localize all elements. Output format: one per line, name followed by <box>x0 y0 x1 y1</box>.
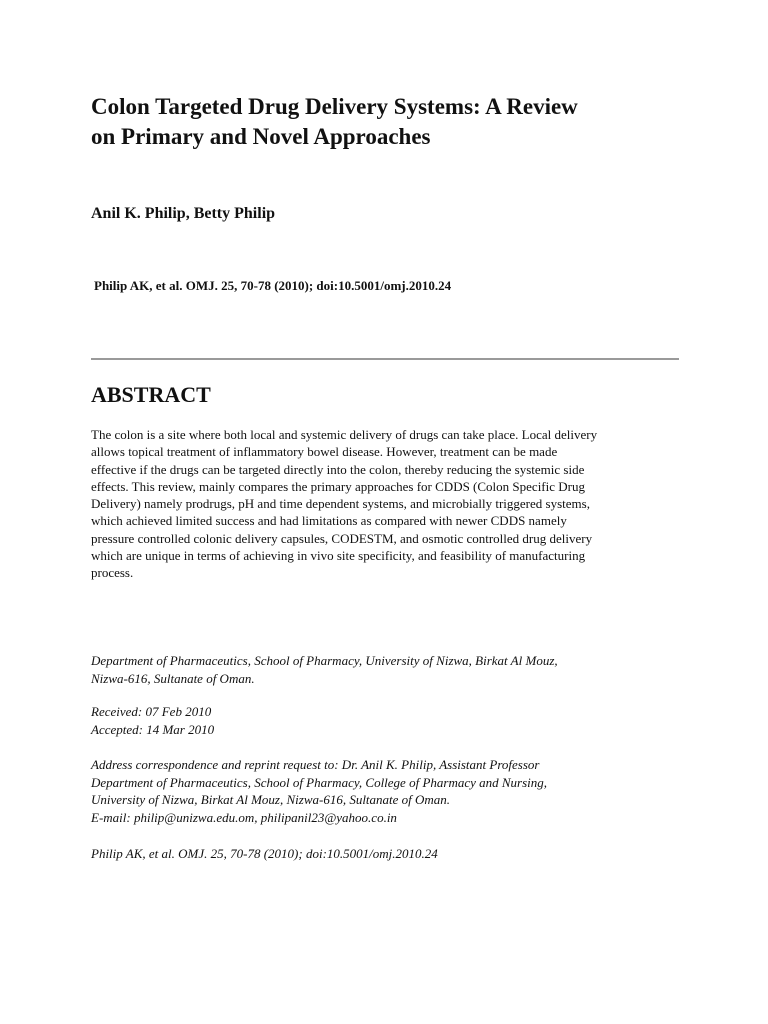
abstract-line: The colon is a site where both local and systemic delivery of drugs can take place. Local delivery <box>91 427 598 442</box>
correspondence-line: Department of Pharmaceutics, School of Pharmacy, College of Pharmacy and Nursing, <box>91 774 548 790</box>
paper-title-line-1: Colon Targeted Drug Delivery Systems: A Review <box>91 94 578 119</box>
paper-title-line-2: on Primary and Novel Approaches <box>91 124 431 149</box>
affiliation-line: Department of Pharmaceutics, School of Pharmacy, University of Nizwa, Birkat Al Mouz, <box>91 653 558 668</box>
accepted-date: Accepted: 14 Mar 2010 <box>91 721 215 737</box>
abstract-line: allows topical treatment of inflammatory bowel disease. However, treatment can be made <box>91 444 558 460</box>
submission-dates <box>91 703 691 738</box>
affiliation-line: Nizwa-616, Sultanate of Oman. <box>91 670 255 686</box>
abstract-body <box>91 426 691 582</box>
abstract-line: pressure controlled colonic delivery capsules, CODESTM, and osmotic controlled drug delivery <box>91 530 593 546</box>
abstract-line: process. <box>91 565 134 581</box>
received-date: Received: 07 Feb 2010 <box>91 704 212 719</box>
correspondence-line: Address correspondence and reprint request to: Dr. Anil K. Philip, Assistant Professor <box>91 757 540 772</box>
citation-header: Philip AK, et al. OMJ. 25, 70-78 (2010); doi:10.5001/omj.2010.24 <box>94 278 452 293</box>
abstract-line: Delivery) namely prodrugs, pH and time dependent systems, and microbially triggered systems, <box>91 496 590 512</box>
citation-footer: Philip AK, et al. OMJ. 25, 70-78 (2010); doi:10.5001/omj.2010.24 <box>91 846 438 861</box>
correspondence-email: E-mail: philip@unizwa.edu.om, philipanil23@yahoo.co.in <box>91 809 397 825</box>
author-affiliation <box>91 652 691 687</box>
abstract-line: which are unique in terms of achieving in vivo site specificity, and feasibility of manufacturing <box>91 548 586 564</box>
author-list: Anil K. Philip, Betty Philip <box>91 205 276 222</box>
abstract-line: effective if the drugs can be targeted directly into the colon, thereby reducing the systemic side <box>91 461 585 477</box>
abstract-line: which achieved limited success and had limitations as compared with newer CDDS namely <box>91 513 567 529</box>
abstract-heading: ABSTRACT <box>91 382 211 407</box>
correspondence-line: University of Nizwa, Birkat Al Mouz, Nizwa-616, Sultanate of Oman. <box>91 792 451 807</box>
abstract-line: effects. This review, mainly compares the primary approaches for CDDS (Colon Specific Drug <box>91 478 585 494</box>
section-divider <box>91 358 679 360</box>
correspondence-address <box>91 756 691 826</box>
paper-title <box>91 92 691 152</box>
